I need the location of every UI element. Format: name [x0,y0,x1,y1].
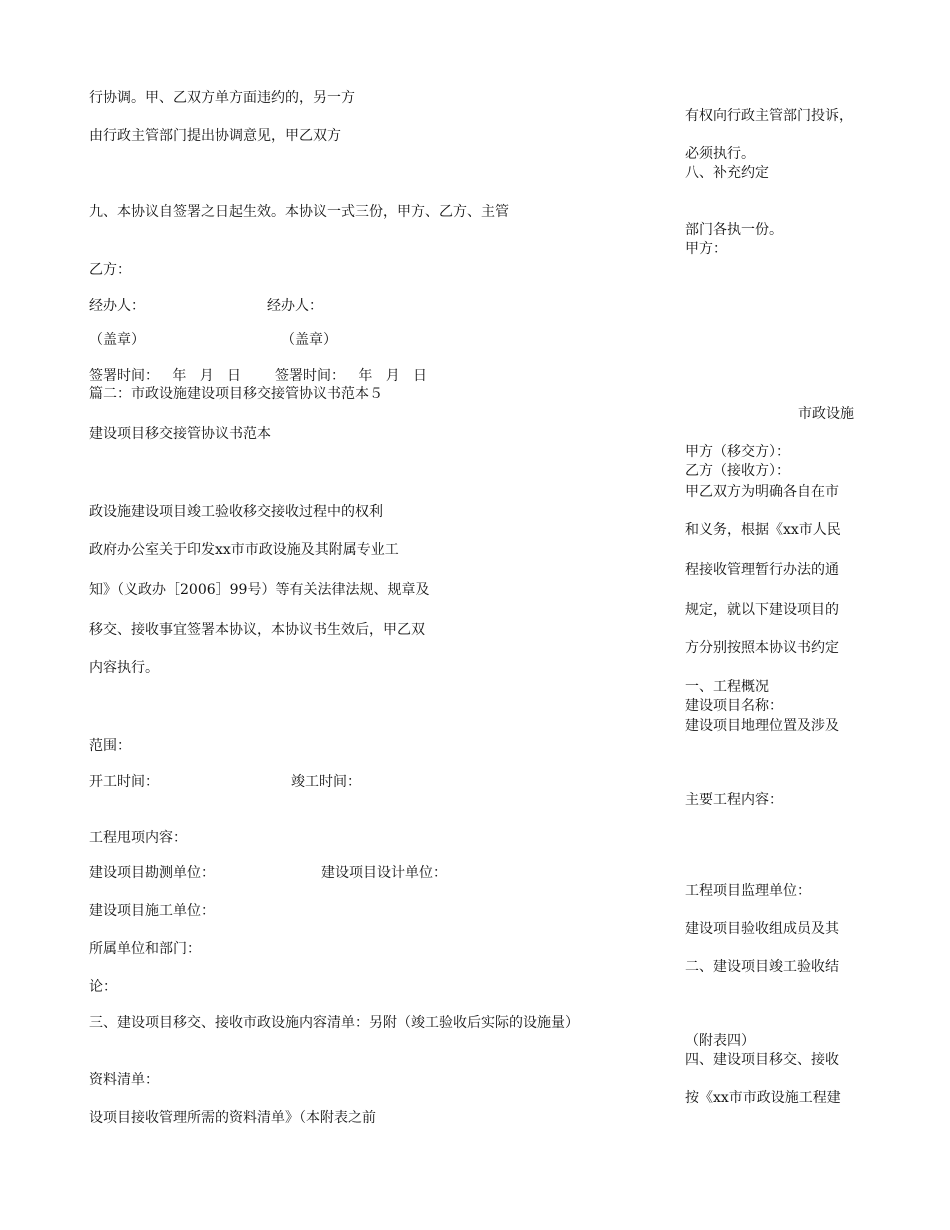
chapter-title: 篇二：市政设施建设项目移交接管协议书范本５ [89,386,383,402]
text-line: 由行政主管部门提出协调意见，甲乙双方 [89,128,341,144]
field-label: 建设项目验收组成员及其 [685,921,839,937]
text-line: 政府办公室关于印发xx市市政设施及其附属专业工 [89,542,399,558]
section-heading: 一、工程概况 [685,679,769,695]
section-heading: 四、建设项目移交、接收 [685,1052,839,1068]
field-label: 建设项目名称： [685,698,783,714]
text-line: 按《xx市市政设施工程建 [685,1090,841,1106]
text-line: 部门各执一份。 [685,222,783,238]
text-line: 和义务，根据《xx市人民 [685,522,841,538]
seal-label: （盖章） [89,332,145,348]
text-line: （附表四） [685,1033,755,1049]
field-label: 建设项目地理位置及涉及 [685,718,839,734]
field-label: 工程甩项内容： [89,830,187,846]
party-b-label: 乙方（接收方）： [685,463,790,479]
seal-label: （盖章） [281,332,337,348]
text-line: 内容执行。 [89,660,159,676]
text-line: 设项目接收管理所需的资料清单》（本附表之前 [89,1110,376,1126]
text-line: 规定，就以下建设项目的 [685,602,839,618]
text-line: 建设项目移交接管协议书范本 [89,426,271,442]
text-line: 有权向行政主管部门投诉， [685,108,853,124]
field-label: 工程项目监理单位： [685,883,811,899]
party-a-label: 甲方（移交方）： [685,444,790,460]
text-line: 行协调。甲、乙双方单方面违约的，另一方 [89,90,355,106]
text-line: 市政设施 [798,406,854,422]
field-label: 建设项目勘测单位： [89,865,215,881]
field-label: 建设项目设计单位： [321,865,447,881]
section-heading: 八、补充约定 [685,165,769,181]
text-line: 政设施建设项目竣工验收移交接收过程中的权利 [89,504,383,520]
field-label: 范围： [89,738,131,754]
handler-label: 经办人： [89,298,145,314]
section-heading: 九、本协议自签署之日起生效。本协议一式三份，甲方、乙方、主管 [89,204,509,220]
field-label: 开工时间： [89,774,159,790]
text-line: 资料清单： [89,1072,159,1088]
text-line: 方分别按照本协议书约定 [685,640,839,656]
party-b-label: 乙方： [89,262,131,278]
section-heading: 三、建设项目移交、接收市政设施内容清单：另附（竣工验收后实际的设施量） [89,1015,579,1031]
text-line: 程接收管理暂行办法的通 [685,562,839,578]
field-label: 所属单位和部门： [89,941,201,957]
text-line: 论： [89,979,117,995]
text-line: 移交、接收事宜签署本协议，本协议书生效后，甲乙双 [89,622,425,638]
sign-date-label: 签署时间： 年 月 日 [275,368,428,384]
text-line: 甲乙双方为明确各自在市 [685,484,839,500]
field-label: 竣工时间： [291,774,361,790]
field-label: 建设项目施工单位： [89,903,215,919]
section-heading: 二、建设项目竣工验收结 [685,959,839,975]
handler-label: 经办人： [267,298,323,314]
sign-date-label: 签署时间： 年 月 日 [89,368,242,384]
text-line: 知》（义政办［2006］99号）等有关法律法规、规章及 [89,582,430,598]
field-label: 主要工程内容： [685,792,783,808]
text-line: 必须执行。 [685,146,755,162]
party-a-label: 甲方： [685,241,727,257]
